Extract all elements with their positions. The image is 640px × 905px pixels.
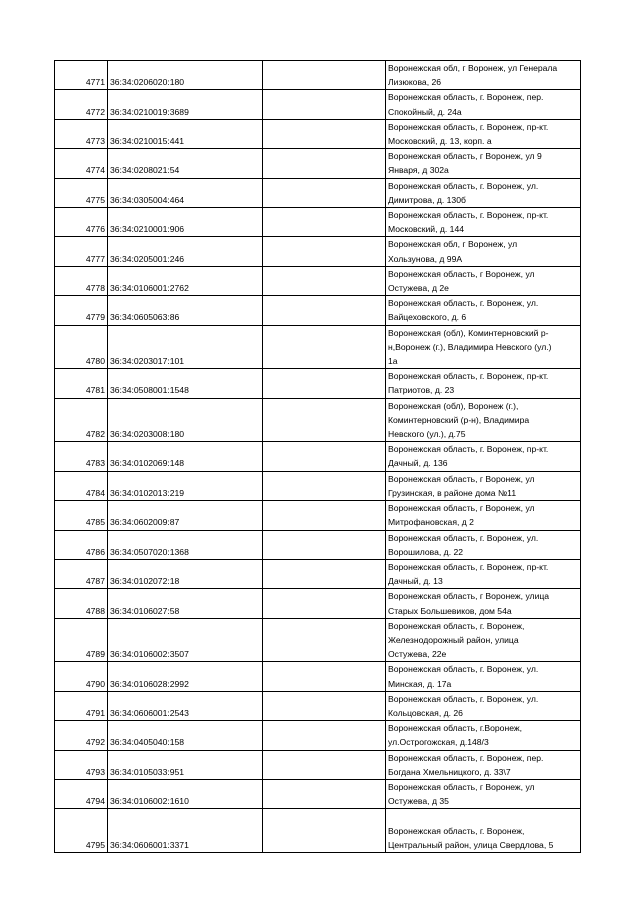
address-line: Невского (ул.), д.75: [388, 429, 466, 440]
table-row: [55, 809, 581, 853]
cadastral-number-cell: 36:34:0106002:3507: [108, 618, 263, 662]
table-row: [55, 442, 581, 471]
row-number-cell: 4792: [55, 721, 108, 750]
address-line: Московский, д. 144: [388, 224, 464, 235]
address-line: Воронежская область, г Воронеж, ул: [388, 781, 535, 792]
table-row: [55, 501, 581, 530]
blank-cell: [263, 178, 386, 207]
address-line: Воронежская (обл), Воронеж (г.),: [388, 400, 519, 411]
cadastral-number-cell: 36:34:0606001:2543: [108, 691, 263, 720]
table-row: [55, 471, 581, 500]
address-line: Дачный, д. 13: [388, 576, 443, 587]
cadastral-number-cell: 36:34:0605063:86: [108, 296, 263, 325]
address-line: Железнодорожный район, улица: [388, 634, 519, 645]
table-row: [55, 779, 581, 808]
address-line: Грузинская, в районе дома №11: [388, 487, 517, 498]
address-cell: [386, 501, 581, 530]
address-cell: [386, 119, 581, 148]
address-line: [388, 809, 578, 823]
address-line: Воронежская область, г.Воронеж,: [388, 723, 523, 734]
address-line: Воронежская область, г Воронеж, улица: [388, 591, 550, 602]
cadastral-number-cell: 36:34:0305004:464: [108, 178, 263, 207]
blank-cell: [263, 119, 386, 148]
address-line: Воронежская область, г. Воронеж, ул.: [388, 180, 539, 191]
address-cell: [386, 237, 581, 266]
blank-cell: [263, 530, 386, 559]
address-line: Воронежская область, г Воронеж, ул: [388, 473, 535, 484]
blank-cell: [263, 398, 386, 442]
address-cell: [386, 750, 581, 779]
address-line: Воронежская область, г. Воронеж, пер.: [388, 92, 544, 103]
address-cell: [386, 296, 581, 325]
address-line: Московский, д. 13, корп. а: [388, 136, 492, 147]
table-row: [55, 750, 581, 779]
table-row: [55, 325, 581, 369]
address-cell: [386, 662, 581, 691]
address-cell: [386, 325, 581, 369]
row-number-cell: 4776: [55, 208, 108, 237]
cadastral-number-cell: 36:34:0203008:180: [108, 398, 263, 442]
blank-cell: [263, 501, 386, 530]
address-cell: [386, 90, 581, 119]
address-line: Митрофановская, д 2: [388, 517, 474, 528]
row-number-cell: 4791: [55, 691, 108, 720]
address-cell: [386, 149, 581, 178]
cadastral-number-cell: 36:34:0208021:54: [108, 149, 263, 178]
address-cell: [386, 530, 581, 559]
address-line: Воронежская область, г Воронеж, ул: [388, 503, 535, 514]
address-line: Остужева, д 2е: [388, 283, 449, 294]
registry-table: [54, 60, 581, 853]
address-line: Воронежская область, г. Воронеж, пр-кт.: [388, 210, 549, 221]
cadastral-number-cell: 36:34:0602009:87: [108, 501, 263, 530]
row-number-cell: 4772: [55, 90, 108, 119]
table-row: [55, 266, 581, 295]
cadastral-number-cell: 36:34:0102013:219: [108, 471, 263, 500]
cadastral-number-cell: 36:34:0205001:246: [108, 237, 263, 266]
address-line: Воронежская область, г. Воронеж, ул.: [388, 298, 539, 309]
address-line: Января, д 302а: [388, 165, 449, 176]
row-number-cell: 4785: [55, 501, 108, 530]
row-number-cell: 4790: [55, 662, 108, 691]
blank-cell: [263, 779, 386, 808]
cadastral-number-cell: 36:34:0105033:951: [108, 750, 263, 779]
row-number-cell: 4784: [55, 471, 108, 500]
address-line: Воронежская область, г. Воронеж, пр-кт.: [388, 561, 549, 572]
blank-cell: [263, 325, 386, 369]
address-line: Воронежская обл, г Воронеж, ул Генерала: [388, 63, 558, 73]
address-line: Воронежская область, г. Воронеж, ул.: [388, 664, 539, 675]
table-row: [55, 691, 581, 720]
row-number-cell: 4774: [55, 149, 108, 178]
address-cell: [386, 779, 581, 808]
address-line: Ворошилова, д. 22: [388, 546, 464, 557]
address-cell: [386, 266, 581, 295]
address-line: Богдана Хмельницкого, д. 33\7: [388, 766, 511, 777]
cadastral-number-cell: 36:34:0106001:2762: [108, 266, 263, 295]
address-line: Воронежская область, г. Воронеж, ул.: [388, 693, 539, 704]
address-line: Воронежская область, г. Воронеж,: [388, 825, 525, 836]
table-row: [55, 296, 581, 325]
row-number-cell: 4786: [55, 530, 108, 559]
table-row: [55, 559, 581, 588]
table-row: [55, 90, 581, 119]
address-line: ул.Острогожская, д.148/3: [388, 737, 489, 748]
table-row: [55, 178, 581, 207]
cadastral-number-cell: 36:34:0508001:1548: [108, 369, 263, 398]
blank-cell: [263, 721, 386, 750]
table-row: [55, 208, 581, 237]
address-cell: [386, 442, 581, 471]
row-number-cell: 4794: [55, 779, 108, 808]
cadastral-number-cell: 36:34:0507020:1368: [108, 530, 263, 559]
table-row: [55, 149, 581, 178]
blank-cell: [263, 809, 386, 853]
blank-cell: [263, 662, 386, 691]
blank-cell: [263, 691, 386, 720]
row-number-cell: 4778: [55, 266, 108, 295]
blank-cell: [263, 61, 386, 90]
row-number-cell: 4773: [55, 119, 108, 148]
address-line: Воронежская область, г. Воронеж, пер.: [388, 752, 544, 763]
blank-cell: [263, 149, 386, 178]
table-row: [55, 398, 581, 442]
blank-cell: [263, 266, 386, 295]
address-line: Спокойный, д. 24а: [388, 106, 462, 117]
address-line: Воронежская область, г Воронеж, ул 9: [388, 151, 542, 162]
address-cell: [386, 589, 581, 618]
blank-cell: [263, 442, 386, 471]
table-row: [55, 662, 581, 691]
table-row: [55, 61, 581, 90]
address-line: Остужева, 22е: [388, 649, 447, 660]
address-line: Центральный район, улица Свердлова, 5: [388, 839, 554, 850]
address-cell: [386, 61, 581, 90]
row-number-cell: 4787: [55, 559, 108, 588]
address-cell: [386, 721, 581, 750]
address-cell: [386, 208, 581, 237]
row-number-cell: 4789: [55, 618, 108, 662]
blank-cell: [263, 90, 386, 119]
address-line: Воронежская область, г. Воронеж, пр-кт.: [388, 444, 549, 455]
address-line: Минская, д. 17а: [388, 678, 452, 689]
table-row: [55, 530, 581, 559]
blank-cell: [263, 559, 386, 588]
row-number-cell: 4783: [55, 442, 108, 471]
address-cell: [386, 369, 581, 398]
table-row: [55, 119, 581, 148]
address-line: Лизюкова, 26: [388, 77, 442, 88]
address-line: Кольцовская, д. 26: [388, 707, 463, 718]
address-line: Воронежская область, г. Воронеж, пр-кт.: [388, 121, 549, 132]
row-number-cell: 4795: [55, 809, 108, 853]
address-line: Хользунова, д 99А: [388, 253, 463, 264]
blank-cell: [263, 369, 386, 398]
row-number-cell: 4775: [55, 178, 108, 207]
blank-cell: [263, 237, 386, 266]
address-line: Воронежская область, г Воронеж, ул: [388, 268, 535, 279]
address-line: Патриотов, д. 23: [388, 385, 455, 396]
address-cell: [386, 471, 581, 500]
cadastral-number-cell: 36:34:0106002:1610: [108, 779, 263, 808]
cadastral-number-cell: 36:34:0106028:2992: [108, 662, 263, 691]
address-line: Старых Большевиков, дом 54а: [388, 605, 512, 616]
address-cell: [386, 559, 581, 588]
address-line: Вайцеховского, д. 6: [388, 312, 467, 323]
table-row: [55, 589, 581, 618]
row-number-cell: 4788: [55, 589, 108, 618]
blank-cell: [263, 618, 386, 662]
blank-cell: [263, 471, 386, 500]
address-cell: [386, 618, 581, 662]
address-cell: [386, 691, 581, 720]
row-number-cell: 4779: [55, 296, 108, 325]
cadastral-number-cell: 36:34:0206020:180: [108, 61, 263, 90]
cadastral-number-cell: 36:34:0210015:441: [108, 119, 263, 148]
row-number-cell: 4781: [55, 369, 108, 398]
row-number-cell: 4782: [55, 398, 108, 442]
address-line: Коминтерновский (р-н), Владимира: [388, 414, 530, 425]
address-line: Димитрова, д. 130б: [388, 194, 466, 205]
address-line: Воронежская область, г. Воронеж, ул.: [388, 532, 539, 543]
table-row: [55, 721, 581, 750]
table-row: [55, 618, 581, 662]
blank-cell: [263, 750, 386, 779]
cadastral-number-cell: 36:34:0210019:3689: [108, 90, 263, 119]
address-cell: [386, 809, 581, 853]
blank-cell: [263, 296, 386, 325]
cadastral-number-cell: 36:34:0106027:58: [108, 589, 263, 618]
blank-cell: [263, 208, 386, 237]
registry-table-body: [55, 61, 581, 853]
row-number-cell: 4793: [55, 750, 108, 779]
cadastral-number-cell: 36:34:0405040:158: [108, 721, 263, 750]
address-line: н,Воронеж (г.), Владимира Невского (ул.): [388, 341, 552, 352]
table-row: [55, 237, 581, 266]
cadastral-number-cell: 36:34:0203017:101: [108, 325, 263, 369]
address-line: Воронежская (обл), Коминтерновский р-: [388, 327, 549, 338]
row-number-cell: 4777: [55, 237, 108, 266]
address-line: Воронежская обл, г Воронеж, ул: [388, 239, 518, 250]
cadastral-number-cell: 36:34:0102069:148: [108, 442, 263, 471]
address-line: 1а: [388, 356, 398, 367]
row-number-cell: 4771: [55, 61, 108, 90]
address-line: Воронежская область, г. Воронеж,: [388, 620, 525, 631]
address-line: Воронежская область, г. Воронеж, пр-кт.: [388, 371, 549, 382]
cadastral-number-cell: 36:34:0210001:906: [108, 208, 263, 237]
row-number-cell: 4780: [55, 325, 108, 369]
cadastral-number-cell: 36:34:0606001:3371: [108, 809, 263, 853]
address-cell: [386, 398, 581, 442]
address-line: Остужева, д 35: [388, 796, 449, 807]
address-cell: [386, 178, 581, 207]
address-line: Дачный, д. 136: [388, 458, 448, 469]
blank-cell: [263, 589, 386, 618]
table-row: [55, 369, 581, 398]
cadastral-number-cell: 36:34:0102072:18: [108, 559, 263, 588]
